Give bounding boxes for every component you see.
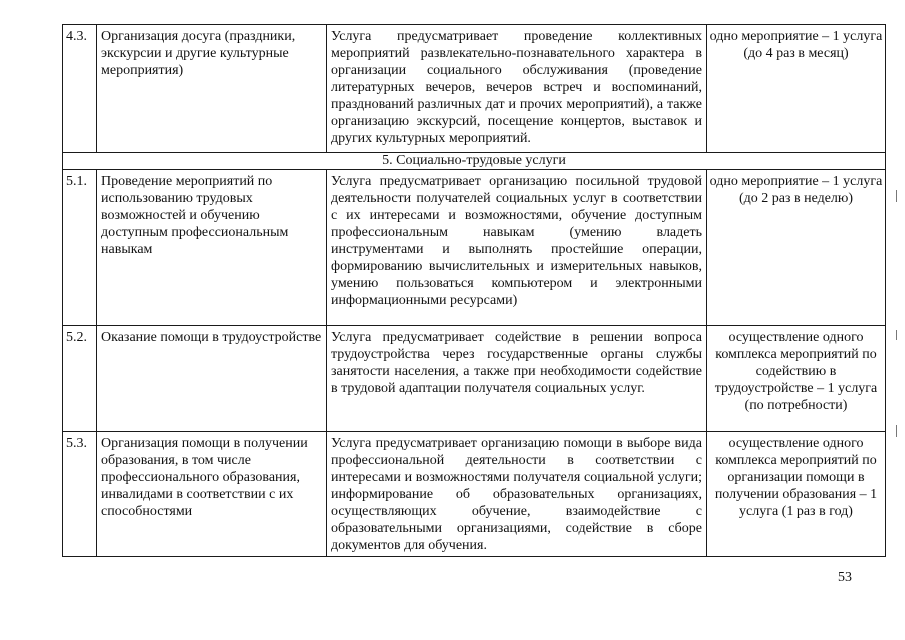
service-volume: одно мероприятие – 1 услуга (до 2 раз в неделю) bbox=[707, 170, 886, 326]
page-number: 53 bbox=[838, 570, 852, 585]
service-name: Организация помощи в получении образования, в том числе профессионального образования, инвалидами в соответствии с их способностями bbox=[97, 432, 327, 557]
services-table bbox=[62, 24, 886, 557]
row-number: 5.2. bbox=[63, 326, 97, 432]
scan-margin-mark bbox=[896, 330, 897, 340]
row-number: 5.1. bbox=[63, 170, 97, 326]
service-description: Услуга предусматривает содействие в решении вопроса трудоустройства через государственные органы службы занятости населения, а также при необходимости содействие в трудовой адаптации получателя социальных услуг. bbox=[327, 326, 707, 432]
service-description: Услуга предусматривает организацию посильной трудовой деятельности получателей социальных услуг в соответствии с их интересами и возможностями, обучение доступным профессиональным навыкам (умению владеть инструментами и выполнять простейшие операции, формированию вычислительных и измерительных навыков, умению пользоваться компьютером и электронными информационными ресурсами) bbox=[327, 170, 707, 326]
row-number: 5.3. bbox=[63, 432, 97, 557]
service-name: Оказание помощи в трудоустройстве bbox=[97, 326, 327, 432]
service-volume: осуществление одного комплекса мероприятий по организации помощи в получении образования – 1 услуга (1 раз в год) bbox=[707, 432, 886, 557]
scan-margin-mark bbox=[896, 425, 897, 437]
scan-margin-mark bbox=[896, 190, 897, 202]
table-row bbox=[63, 432, 886, 557]
section-header-row bbox=[63, 153, 886, 170]
service-name: Проведение мероприятий по использованию трудовых возможностей и обучению доступным профессиональным навыкам bbox=[97, 170, 327, 326]
table-row bbox=[63, 170, 886, 326]
table-row bbox=[63, 25, 886, 153]
table-row bbox=[63, 326, 886, 432]
service-name: Организация досуга (праздники, экскурсии и другие культурные мероприятия) bbox=[97, 25, 327, 153]
service-description: Услуга предусматривает проведение коллективных мероприятий развлекательно-познавательного характера в организации социального обслуживания (проведение литературных вечеров, вечеров встреч и воспоминаний, празднований различных дат и прочих мероприятий), а также организацию экскурсий, посещение концертов, выставок и других культурных мероприятий. bbox=[327, 25, 707, 153]
service-volume: одно мероприятие – 1 услуга (до 4 раз в месяц) bbox=[707, 25, 886, 153]
service-volume: осуществление одного комплекса мероприятий по содействию в трудоустройстве – 1 услуга (по потребности) bbox=[707, 326, 886, 432]
service-description: Услуга предусматривает организацию помощи в выборе вида профессиональной деятельности в соответствии с интересами и возможностями получателя социальной услуги; информирование об образовательных организациях, осуществляющих обучение, взаимодействие с образовательными организациями, содействие в сборе документов для обучения. bbox=[327, 432, 707, 557]
section-title: 5. Социально-трудовые услуги bbox=[63, 153, 886, 170]
row-number: 4.3. bbox=[63, 25, 97, 153]
